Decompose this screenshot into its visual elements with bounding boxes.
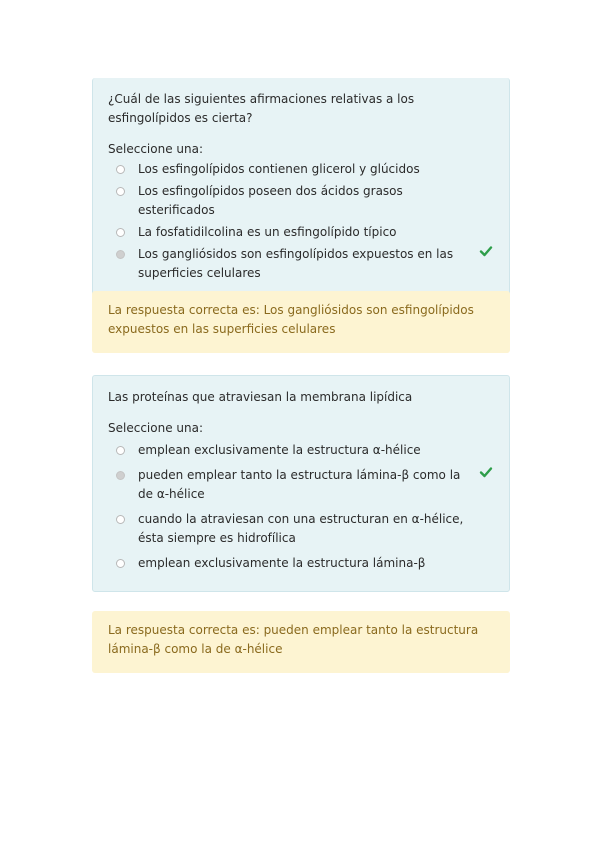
- option-label: pueden emplear tanto la estructura lámina-β como la de α-hélice: [138, 468, 461, 501]
- radio-button[interactable]: [116, 559, 125, 568]
- answer-option[interactable]: [108, 223, 495, 242]
- option-label: Los esfingolípidos poseen dos ácidos grasos esterificados: [138, 184, 403, 217]
- select-prompt: Seleccione una:: [108, 421, 203, 435]
- option-label: emplean exclusivamente la estructura α-hélice: [138, 443, 421, 457]
- answer-option-selected[interactable]: [108, 245, 495, 283]
- radio-button[interactable]: [116, 228, 125, 237]
- option-label: La fosfatidilcolina es un esfingolípido típico: [138, 225, 397, 239]
- answer-option[interactable]: [108, 182, 495, 220]
- option-label: cuando la atraviesan con una estructuran en α-hélice, ésta siempre es hidrofílica: [138, 512, 464, 545]
- answer-option[interactable]: [108, 554, 495, 573]
- correct-answer-feedback: La respuesta correcta es: pueden emplear tanto la estructura lámina-β como la de α-hélice: [92, 611, 510, 673]
- answer-option[interactable]: [108, 160, 495, 179]
- radio-button[interactable]: [116, 187, 125, 196]
- answer-option-selected[interactable]: [108, 466, 495, 504]
- answer-option[interactable]: [108, 441, 495, 460]
- option-label: Los gangliósidos son esfingolípidos expuestos en las superficies celulares: [138, 247, 454, 280]
- radio-button-selected[interactable]: [116, 250, 125, 259]
- question-1: [92, 78, 510, 299]
- select-prompt: Seleccione una:: [108, 142, 203, 156]
- answer-option[interactable]: [108, 510, 495, 548]
- question-2: [92, 375, 510, 592]
- option-label: emplean exclusivamente la estructura lámina-β: [138, 556, 426, 570]
- check-icon: [479, 465, 493, 479]
- question-text: Las proteínas que atraviesan la membrana lipídica: [108, 390, 413, 404]
- option-label: Los esfingolípidos contienen glicerol y glúcidos: [138, 162, 420, 176]
- radio-button[interactable]: [116, 446, 125, 455]
- check-icon: [479, 244, 493, 258]
- radio-button-selected[interactable]: [116, 471, 125, 480]
- radio-button[interactable]: [116, 165, 125, 174]
- radio-button[interactable]: [116, 515, 125, 524]
- question-text: ¿Cuál de las siguientes afirmaciones relativas a los esfingolípidos es cierta?: [108, 92, 415, 125]
- correct-answer-feedback: La respuesta correcta es: Los gangliósidos son esfingolípidos expuestos en las superficies celulares: [92, 291, 510, 353]
